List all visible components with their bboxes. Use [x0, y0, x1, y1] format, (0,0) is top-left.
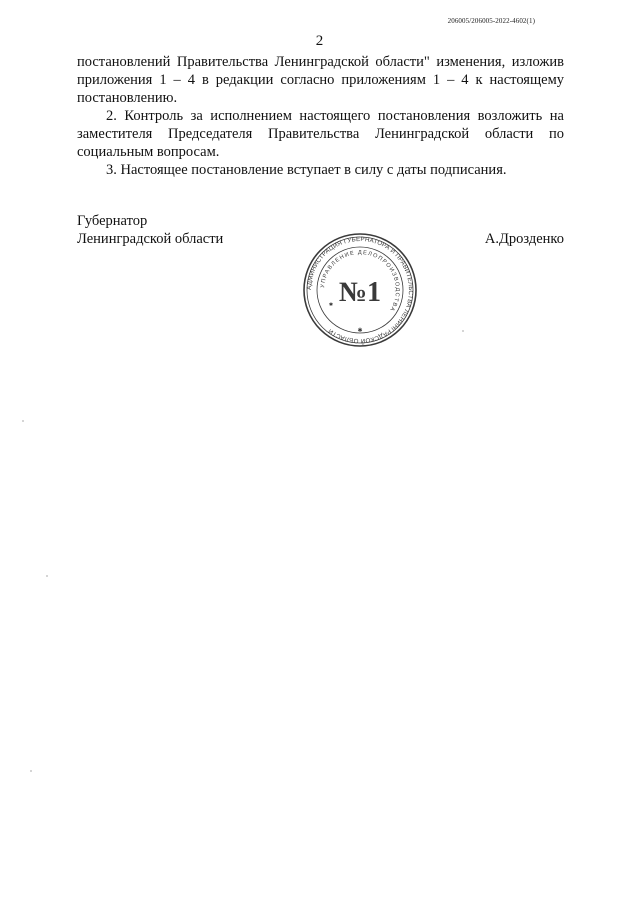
official-stamp	[302, 232, 418, 348]
scan-speck	[462, 330, 464, 332]
stamp-star-left: ✱	[328, 302, 334, 308]
scan-speck	[46, 575, 48, 577]
scan-speck	[22, 420, 24, 422]
stamp-outer-text: АДМИНИСТРАЦИЯ ГУБЕРНАТОРА И ПРАВИТЕЛЬСТВА ЛЕНИНГРАДСКОЙ ОБЛАСТИ	[305, 235, 415, 345]
stamp-center-number: №1	[338, 277, 382, 308]
stamp-seal-icon	[302, 232, 418, 348]
paragraph-2-control: 2. Контроль за исполнением настоящего постановления возложить на заместителя Председателя Правительства Ленинградской области по социальным вопросам.	[77, 108, 564, 160]
paragraph-3-effective-date: 3. Настоящее постановление вступает в силу с даты подписания.	[106, 162, 507, 178]
document-id: 206005/206005-2022-4602(1)	[447, 17, 535, 25]
page-number: 2	[315, 33, 324, 49]
signatory-title-line-2: Ленинградской области	[77, 231, 224, 247]
signatory-title-line-1: Губернатор	[77, 213, 148, 229]
scan-speck	[30, 770, 32, 772]
stamp-inner-text: УПРАВЛЕНИЕ ДЕЛОПРОИЗВОДСТВА	[320, 249, 401, 313]
document-body	[77, 53, 564, 179]
signatory-title	[77, 212, 223, 248]
paragraph-1-continuation: постановлений Правительства Ленинградской области" изменения, изложив приложения 1 – 4 в редакции согласно приложениям 1 – 4 к настоящему постановлению.	[77, 54, 564, 106]
signatory-name: А.Дрозденко	[484, 231, 564, 247]
stamp-star-bottom: ✱	[357, 327, 363, 334]
